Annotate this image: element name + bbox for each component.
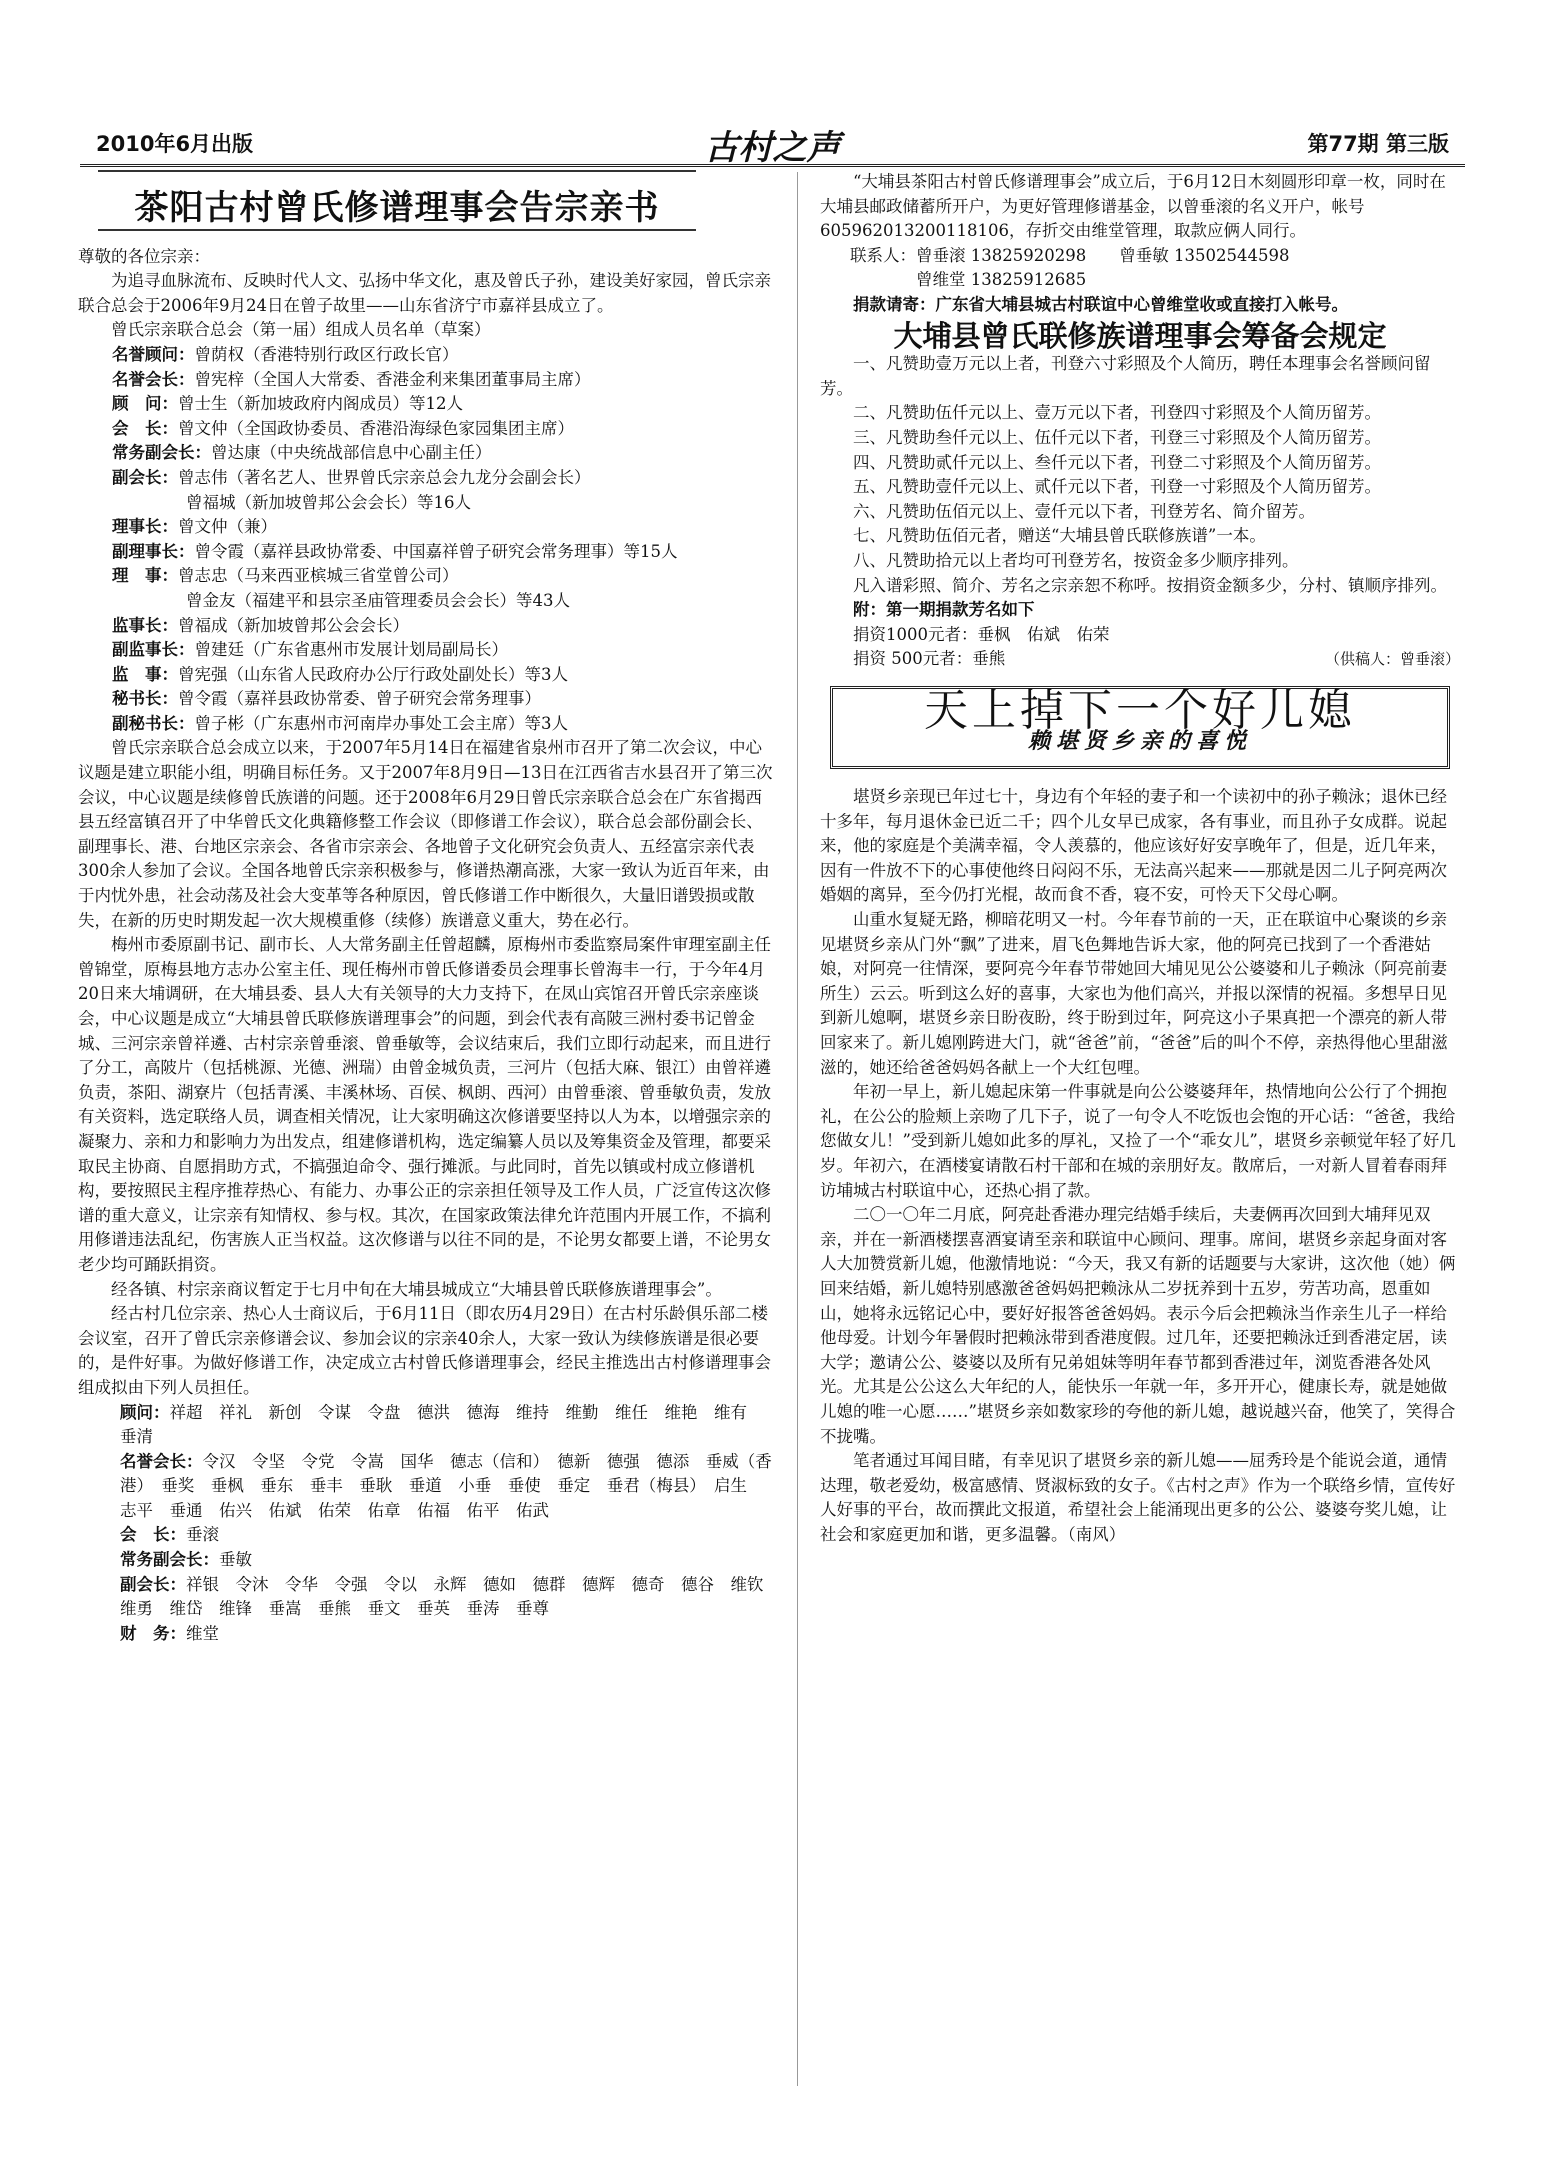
roster-item: 曾福城（新加坡曾邦公会会长）等16人 <box>186 492 471 512</box>
rule-note: 凡入谱彩照、简介、芳名之宗亲恕不称呼。按捐资金额多少，分村、镇顺序排列。 <box>853 575 1447 595</box>
article1-intro: 为追寻血脉流布、反映时代人文、弘扬中华文化，惠及曾氏子孙，建设美好家园，曾氏宗亲联合总会于2006年9月24日在曾子故里——山东省济宁市嘉祥县成立了。 <box>78 271 771 315</box>
column-divider <box>797 172 798 2086</box>
salutation: 尊敬的各位宗亲： <box>78 246 210 266</box>
left-column <box>78 170 780 1646</box>
donor-row: 捐资 500元者：垂熊 （供稿人：曾垂滚） <box>820 647 1460 672</box>
roster-item: 监事长：曾福成（新加坡曾邦公会会长） <box>112 615 409 635</box>
page-header <box>80 118 1465 167</box>
article3-paragraph: 笔者通过耳闻目睹，有幸见识了堪贤乡亲的新儿媳——屈秀玲是个能说会道，通情达理，敬老爱幼，极富感情、贤淑标致的女子。《古村之声》作为一个联络乡情，宣传好人好事的平台，故而撰此文报道，希望社会上能涌现出更多的公公、婆婆夸奖儿媳，让社会和家庭更加和谐，更多温馨。（南风） <box>820 1451 1456 1544</box>
article3-paragraph: 山重水复疑无路，柳暗花明又一村。今年春节前的一天，正在联谊中心聚谈的乡亲见堪贤乡亲从门外“飘”了进来，眉飞色舞地告诉大家，他的阿亮已找到了一个香港姑娘，对阿亮一往情深，要阿亮今年春节带她回大埔见见公公婆婆和儿子赖泳（阿亮前妻所生）云云。听到这么好的喜事，大家也为他们高兴，并报以深情的祝福。多想早日见到新儿媳啊，堪贤乡亲日盼夜盼，终于盼到过年，阿亮这小子果真把一个漂亮的新人带回家来了。新儿媳刚跨进大门，就“爸爸”前，“爸爸”后的叫个不停，亲热得他心里甜滋滋的，她还给爸爸妈妈各献上一个大红包哩。 <box>820 910 1448 1077</box>
committee-item: 名誉会长：令汉 令坚 令党 令嵩 国华 德志（信和） 德新 德强 德添 垂威（香港） 垂奖 垂枫 垂东 垂丰 垂耿 垂道 小垂 垂使 垂定 垂君（梅县） 启生 志平 垂通 佑兴 佑斌 佑荣 佑章 佑福 佑平 佑武 <box>120 1451 772 1520</box>
rule-item: 七、凡赞助伍佰元者，赠送“大埔县曾氏联修族谱”一本。 <box>853 526 1266 546</box>
article3-subtitle: 赖堪贤乡亲的喜悦 <box>1027 728 1252 755</box>
roster-item: 理 事：曾志忠（马来西亚槟城三省堂曾公司） <box>112 566 459 586</box>
issue-date: 2010年6月出版 <box>96 132 254 156</box>
roster-item: 曾金友（福建平和县宗圣庙管理委员会会长）等43人 <box>186 590 570 610</box>
issue-number: 第77期 第三版 <box>1307 132 1449 156</box>
roster-list <box>78 343 776 737</box>
roster-item: 名誉顾问：曾荫权（香港特别行政区行政长官） <box>112 344 459 364</box>
roster-heading: 曾氏宗亲联合总会（第一届）组成人员名单（草案） <box>111 320 491 340</box>
article3-title-box <box>830 686 1450 769</box>
roster-item: 副监事长：曾建廷（广东省惠州市发展计划局副局长） <box>112 640 508 660</box>
committee-item: 会 长：垂滚 <box>120 1525 219 1545</box>
committee-item: 顾问：祥超 祥礼 新创 令谋 令盘 德洪 德海 维持 维勤 维任 维艳 维有 垂清 <box>120 1402 764 1447</box>
roster-item: 秘书长：曾令霞（嘉祥县政协常委、曾子研究会常务理事） <box>112 689 541 709</box>
credit-line: （供稿人：曾垂滚） <box>1324 650 1460 669</box>
rule-item: 八、凡赞助拾元以上者均可刊登芳名，按资金多少顺序排列。 <box>853 550 1299 570</box>
rule-item: 二、凡赞助伍仟元以上、壹万元以下者，刊登四寸彩照及个人简历留芳。 <box>853 403 1381 423</box>
masthead: 古村之声 <box>704 128 841 168</box>
committee-item: 常务副会长：垂敏 <box>120 1550 252 1570</box>
article3-title: 天上掉下一个好儿媳 <box>924 684 1356 736</box>
roster-item: 名誉会长：曾宪梓（全国人大常委、香港金利来集团董事局主席） <box>112 369 591 389</box>
roster-item: 顾 问：曾士生（新加坡政府内阁成员）等12人 <box>112 394 463 414</box>
rule-item: 六、凡赞助伍佰元以上、壹仟元以下者，刊登芳名、简介留芳。 <box>853 501 1315 521</box>
article1-title: 茶阳古村曾氏修谱理事会告宗亲书 <box>98 170 696 231</box>
rule-item: 五、凡赞助壹仟元以上、贰仟元以下者，刊登一寸彩照及个人简历留芳。 <box>853 477 1381 497</box>
donor-list-heading: 附：第一期捐款芳名如下 <box>853 600 1035 620</box>
roster-item: 理事长：曾文仲（兼） <box>112 517 277 537</box>
article3-paragraph: 堪贤乡亲现已年过七十，身边有个年轻的妻子和一个读初中的孙子赖泳；退休已经十多年，每月退休金已近二千；四个儿女早已成家，各有事业，而且孙子女成群。说起来，他的家庭是个美满幸福，令人羡慕的，他应该好好安享晚年了，但是，近几年来，因有一件放不下的心事使他终日闷闷不乐，无法高兴起来——那就是因二儿子阿亮两次婚姻的离异，至今仍打光棍，故而食不香，寝不安，可怜天下父母心啊。 <box>820 787 1447 905</box>
article1-paragraph: 曾氏宗亲联合总会成立以来，于2007年5月14日在福建省泉州市召开了第二次会议，中心议题是建立职能小组，明确目标任务。又于2007年8月9日—13日在江西省吉水县召开了第三次会议，中心议题是续修曾氏族谱的问题。还于2008年6月29日曾氏宗亲联合总会在广东省揭西县五经富镇召开了中华曾氏文化典籍修整工作会议（即修谱工作会议），联合总会部份副会长、副理事长、港、台地区宗亲会、各省市宗亲会、各地曾子文化研究会负责人、五经富宗亲代表300余人参加了会议。全国各地曾氏宗亲积极参与，修谱热潮高涨，大家一致认为近百年来，由于内忧外患，社会动荡及社会大变革等各种原因，曾氏修谱工作中断很久，大量旧谱毁损或散失，在新的历史时期发起一次大规模重修（续修）族谱意义重大，势在必行。 <box>78 738 773 930</box>
roster-item: 监 事：曾宪强（山东省人民政府办公厅行政处副处长）等3人 <box>112 664 568 684</box>
roster-item: 副会长：曾志伟（著名艺人、世界曾氏宗亲总会九龙分会副会长） <box>112 467 591 487</box>
committee-list <box>78 1401 780 1647</box>
article1-paragraph: 梅州市委原副书记、副市长、人大常务副主任曾超麟，原梅州市委监察局案件审理室副主任曾锦堂，原梅县地方志办公室主任、现任梅州市曾氏修谱委员会理事长曾海丰一行，于今年4月20日来大埔调研，在大埔县委、县人大有关领导的大力支持下，在凤山宾馆召开曾氏宗亲座谈会，中心议题是成立“大埔县曾氏联修族谱理事会”的问题，到会代表有高陂三洲村委书记曾金城、三河宗亲曾祥遴、古村宗亲曾垂滚、曾垂敏等，会议结束后，我们立即行动起来，而且进行了分工，高陂片（包括桃源、光德、洲瑞）由曾金城负责，三河片（包括大麻、银江）由曾祥遴负责，茶阳、湖寮片（包括青溪、丰溪林场、百侯、枫朗、西河）由曾垂滚、曾垂敏负责，发放有关资料，选定联络人员，调查相关情况，让大家明确这次修谱要坚持以人为本，以增强宗亲的凝聚力、亲和力和影响力为出发点，组建修谱机构，选定编纂人员以及筹集资金及管理，都要采取民主协商、自愿捐助方式，不搞强迫命令、强行摊派。与此同时，首先以镇或村成立修谱机构，要按照民主程序推荐热心、有能力、办事公正的宗亲担任领导及工作人员，广泛宣传这次修谱的重大意义，让宗亲有知情权、参与权。其次，在国家政策法律允许范围内开展工作，不搞利用修谱违法乱纪，伤害族人正当权益。这次修谱与以往不同的是，不论男女都要上谱，不论男女老少均可踊跃捐资。 <box>78 935 771 1274</box>
roster-item: 副秘书长：曾子彬（广东惠州市河南岸办事处工会主席）等3人 <box>112 713 568 733</box>
article3-paragraph: 年初一早上，新儿媳起床第一件事就是向公公婆婆拜年，热情地向公公行了个拥抱礼，在公公的脸颊上亲吻了几下子，说了一句令人不吃饭也会饱的开心话：“爸爸，我给您做女儿！”受到新儿媳如此多的厚礼，又捡了一个“乖女儿”，堪贤乡亲顿觉年轻了好几岁。年初六，在酒楼宴请散石村干部和在城的亲朋好友。散席后，一对新人冒着春雨拜访埔城古村联谊中心，还热心捐了款。 <box>820 1082 1456 1200</box>
right-column <box>820 170 1460 1547</box>
rule-item: 三、凡赞助叁仟元以上、伍仟元以下者，刊登三寸彩照及个人简历留芳。 <box>853 427 1381 447</box>
contacts-line: 曾维堂 13825912685 <box>916 270 1087 290</box>
article2-title: 大埔县曾氏联修族谱理事会筹备会规定 <box>893 318 1387 353</box>
article1-paragraph: 经古村几位宗亲、热心人士商议后，于6月11日（即农历4月29日）在古村乐龄俱乐部二楼会议室，召开了曾氏宗亲修谱会议、参加会议的宗亲40余人，大家一致认为续修族谱是很必要的，是件好事。为做好修谱工作，决定成立古村曾氏修谱理事会，经民主推选出古村修谱理事会组成拟由下列人员担任。 <box>78 1304 771 1397</box>
roster-item: 副理事长：曾令霞（嘉祥县政协常委、中国嘉祥曾子研究会常务理事）等15人 <box>112 541 678 561</box>
donor-row: 捐资1000元者：垂枫 佑斌 佑荣 <box>853 624 1110 644</box>
roster-item: 会 长：曾文仲（全国政协委员、香港沿海绿色家园集团主席） <box>112 418 574 438</box>
roster-item: 常务副会长：曾达康（中央统战部信息中心副主任） <box>112 443 492 463</box>
committee-item: 财 务：维堂 <box>120 1623 219 1643</box>
article3-paragraph: 二〇一〇年二月底，阿亮赴香港办理完结婚手续后，夫妻俩再次回到大埔拜见双亲，并在一新酒楼摆喜酒宴请至亲和联谊中心顾问、理事。席间，堪贤乡亲起身面对客人大加赞赏新儿媳，他激情地说：“今天，我又有新的话题要与大家讲，这次他（她）俩回来结婚，新儿媳特别感激爸爸妈妈把赖泳从二岁抚养到十五岁，劳苦功高，恩重如山，她将永远铭记心中，要好好报答爸爸妈妈。表示今后会把赖泳当作亲生儿子一样给他母爱。计划今年暑假时把赖泳带到香港度假。过几年，还要把赖泳迁到香港定居，读大学；邀请公公、婆婆以及所有兄弟姐妹等明年春节都到香港过年，浏览香港各处风光。尤其是公公这么大年纪的人，能快乐一年就一年，多开开心，健康长寿，就是她做儿媳的唯一心愿……”堪贤乡亲如数家珍的夸他的新儿媳，越说越兴奋，他笑了，笑得合不拢嘴。 <box>820 1205 1456 1446</box>
committee-item: 副会长：祥银 令沐 令华 令强 令以 永辉 德如 德群 德辉 德奇 德谷 维钦 维勇 维岱 维锋 垂嵩 垂熊 垂文 垂英 垂涛 垂尊 <box>120 1574 780 1619</box>
contacts-line: 联系人：曾垂滚 13825920298 曾垂敏 13502544598 <box>850 245 1290 265</box>
notice-paragraph: “大埔县茶阳古村曾氏修谱理事会”成立后，于6月12日木刻圆形印章一枚，同时在大埔县邮政储蓄所开户，为更好管理修谱基金，以曾垂滚的名义开户，帐号605962013200118106，存折交由维堂管理，取款应俩人同行。 <box>820 172 1446 241</box>
rule-item: 一、凡赞助壹万元以上者，刊登六寸彩照及个人简历，聘任本理事会名誉顾问留芳。 <box>820 354 1431 398</box>
article1-paragraph: 经各镇、村宗亲商议暂定于七月中旬在大埔县城成立“大埔县曾氏联修族谱理事会”。 <box>111 1279 722 1299</box>
rule-item: 四、凡赞助贰仟元以上、叁仟元以下者，刊登二寸彩照及个人简历留芳。 <box>853 452 1381 472</box>
donation-address: 捐款请寄：广东省大埔县城古村联谊中心曾维堂收或直接打入帐号。 <box>853 294 1348 314</box>
